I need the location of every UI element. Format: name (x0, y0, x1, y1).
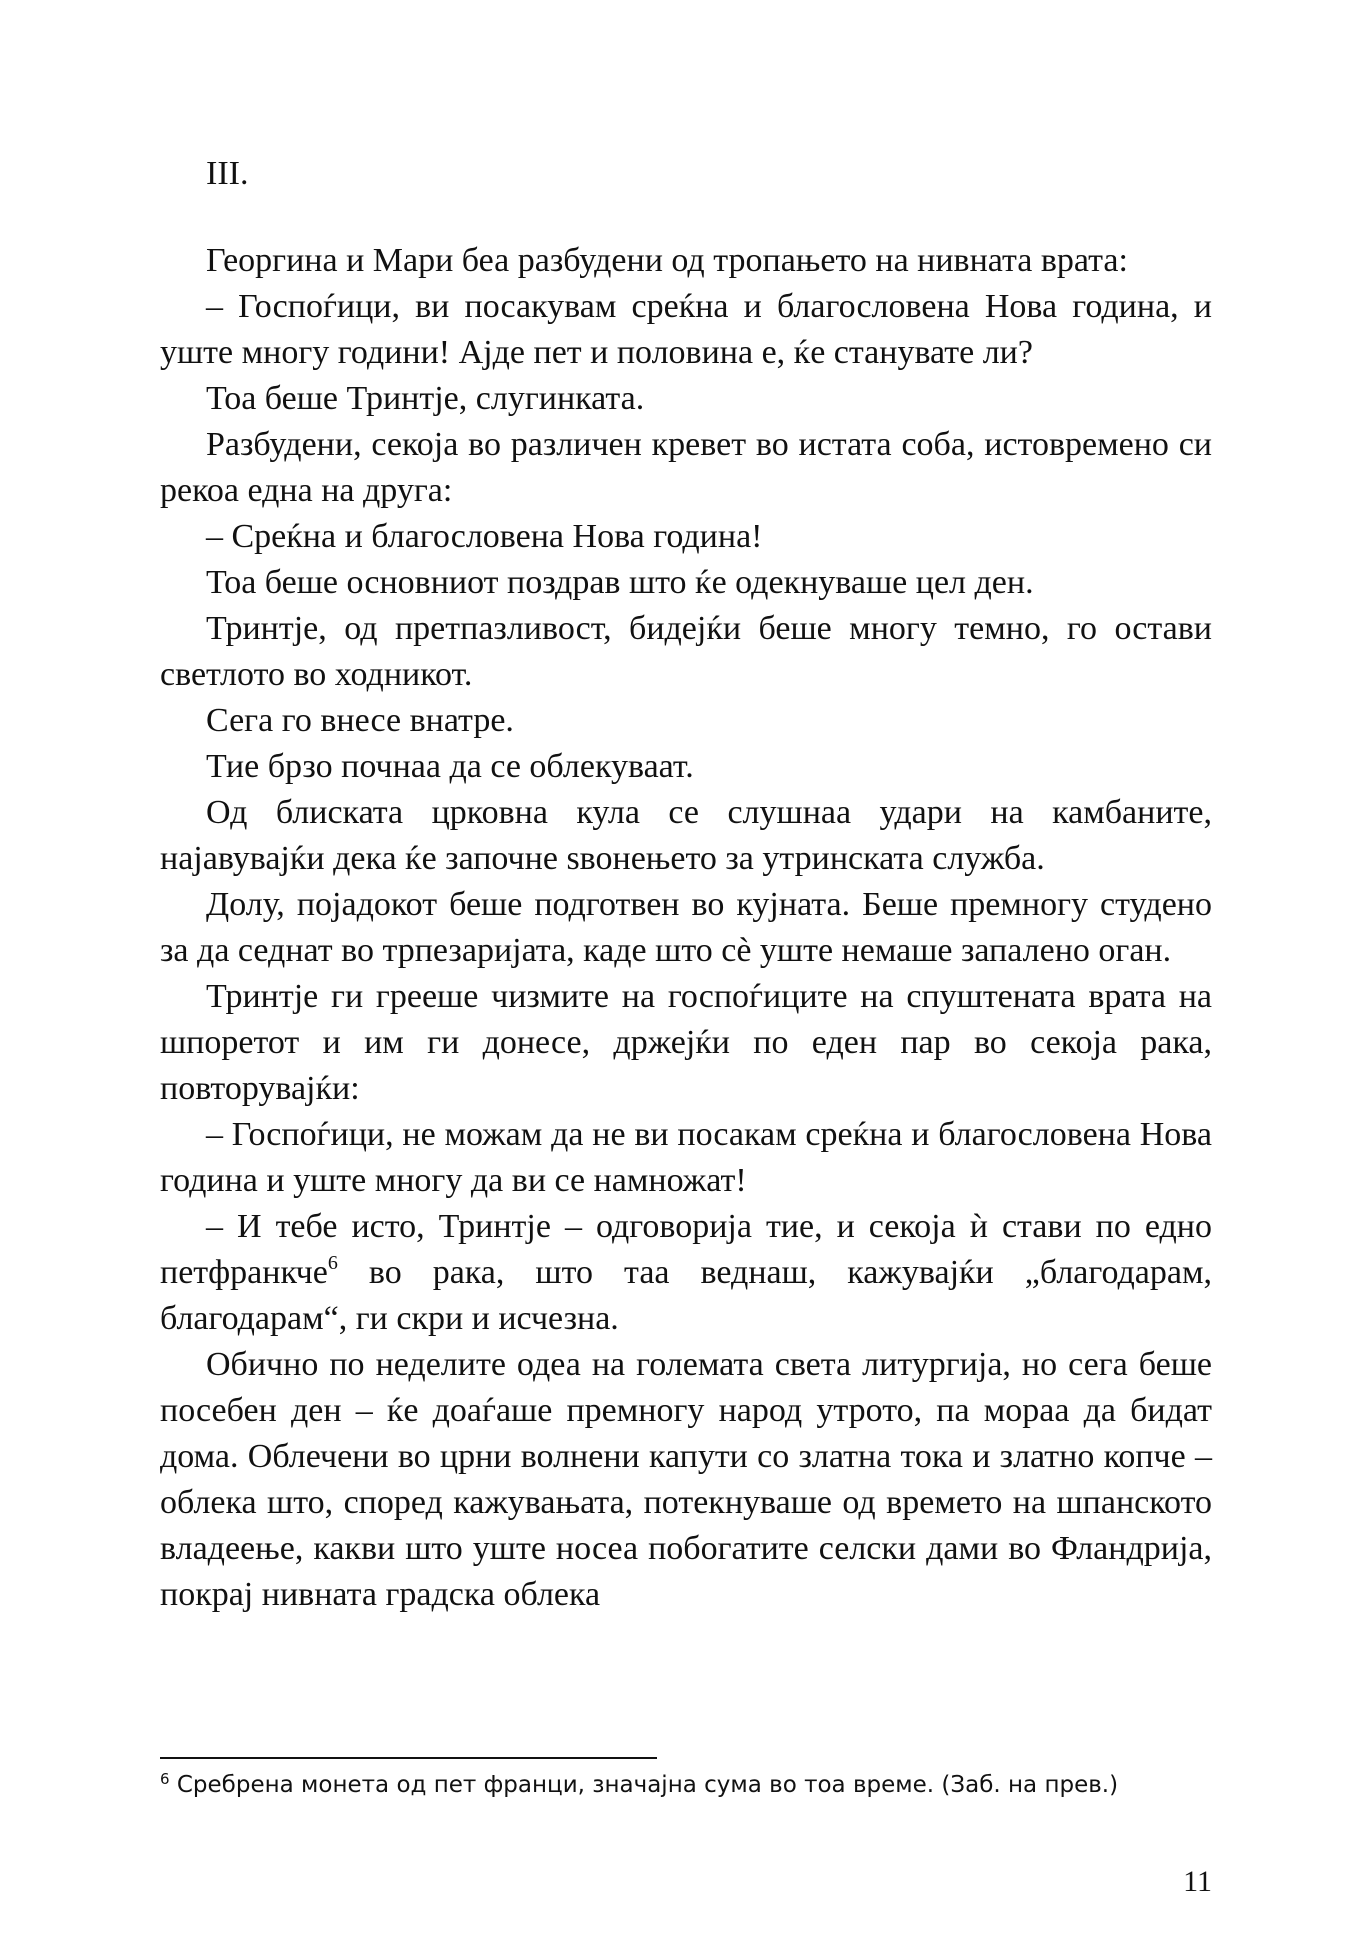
paragraph: – Среќна и благословена Нова година! (206, 518, 763, 555)
paragraph-with-footnote (160, 1204, 1212, 1342)
paragraph: Тринтје ги грееше чизмите на госпоѓиците на спуштената врата на шпоретот и им ги донесе, држејќи по еден пар во секоја рака, повторувајќи: (160, 978, 1212, 1107)
footnote-text: Сребрена монета од пет франци, значајна сума во тоа време. (Заб. на прев.) (169, 1772, 1119, 1798)
paragraph: Тоа беше Тринтје, слугинката. (206, 380, 645, 417)
page-number: 11 (1183, 1865, 1212, 1898)
footnote-divider (160, 1757, 657, 1759)
paragraph: Тие брзо почнаа да се облекуваат. (206, 748, 694, 785)
paragraph: Разбудени, секоја во различен кревет во истата соба, истовремено си рекоа една на друга: (160, 426, 1212, 509)
paragraph: Георгина и Мари беа разбудени од тропањето на нивната врата: (206, 242, 1128, 279)
paragraph: – Госпоѓици, не можам да не ви посакам среќна и благословена Нова година и уште многу да ви се намножат! (160, 1116, 1212, 1199)
paragraph: Тоа беше основниот поздрав што ќе одекнуваше цел ден. (206, 564, 1034, 601)
footnote-reference[interactable]: 6 (327, 1252, 338, 1274)
body-text (160, 238, 1212, 1618)
paragraph: Од блиската црковна кула се слушнаа удари на камбаните, најавувајќи дека ќе започне ѕвонењето за утринската служба. (160, 794, 1212, 877)
paragraph: Сега го внесе внатре. (206, 702, 514, 739)
paragraph: Тринтје, од претпазливост, бидејќи беше многу темно, го остави светлото во ходникот. (160, 610, 1212, 693)
chapter-heading: III. (206, 155, 249, 192)
footnote (160, 1768, 1212, 1802)
paragraph-text: – И тебе исто, Тринтје – одговорија тие, и секоја ѝ стави по едно петфранкче (160, 1208, 1212, 1291)
footnote-marker: 6 (160, 1770, 170, 1788)
paragraph: Долу, појадокот беше подготвен во кујната. Беше премногу студено за да седнат во трпезаријата, каде што сè уште немаше запалено оган. (160, 886, 1212, 969)
paragraph-text: во рака, што таа веднаш, кажувајќи „благодарам, благодарам“, ги скри и исчезна. (160, 1254, 1212, 1337)
paragraph: – Госпоѓици, ви посакувам среќна и благословена Нова година, и уште многу години! Ајде пет и половина е, ќе станувате ли? (160, 288, 1212, 371)
paragraph: Обично по неделите одеа на големата света литургија, но сега беше посебен ден – ќе доаѓаше премногу народ утрото, па мораа да бидат дома. Облечени во црни волнени капути со златна тока и златно копче – облека што, според кажувањата, потекнуваше од времето на шпанското владеење, какви што уште носеа побогатите селски дами во Фландрија, покрај нивната градска облека (160, 1346, 1212, 1613)
